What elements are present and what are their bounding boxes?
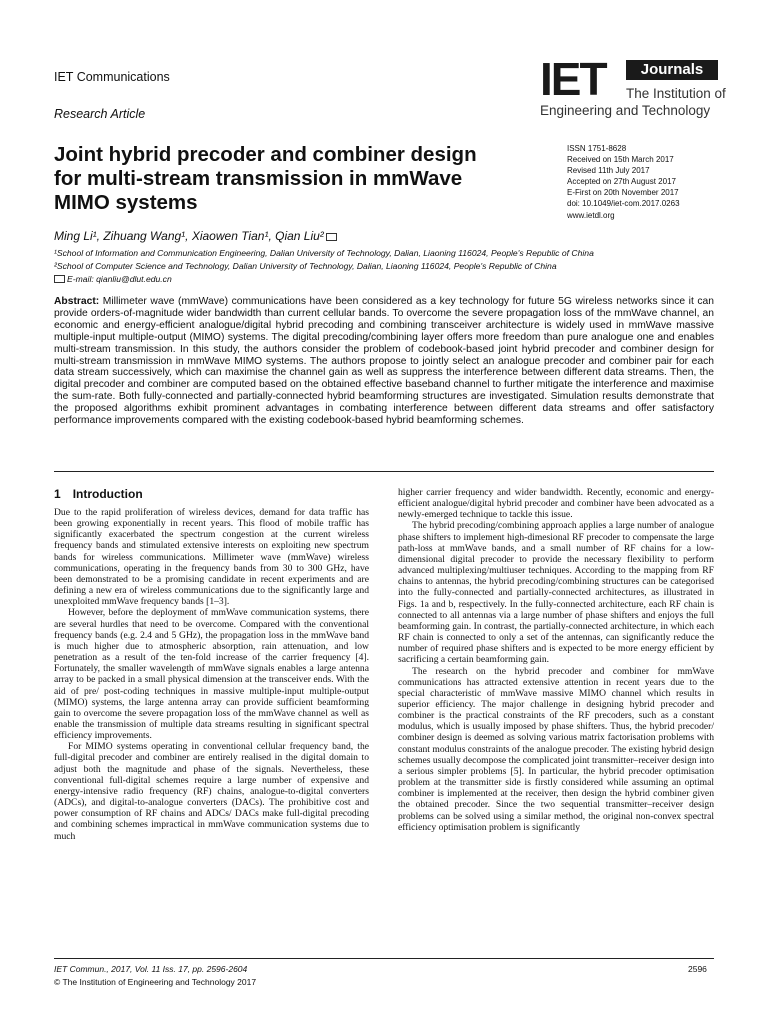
publisher-logo <box>540 53 730 126</box>
affiliation-1: ¹School of Information and Communication Engineering, Dalian University of Technology, Dalian, Liaoning 116024, People's Republic of China <box>54 248 594 258</box>
issn: ISSN 1751-8628 <box>567 144 627 153</box>
article-type: Research Article <box>54 107 146 121</box>
corresponding-email <box>54 274 172 284</box>
body-column-left <box>54 507 369 842</box>
envelope-icon <box>326 233 337 241</box>
envelope-icon <box>54 275 65 283</box>
paragraph: The hybrid precoding/combining approach applies a large number of analogue phase shifters to implement high-dimesional RF precoder to compensate the large path-loss at mmWave bands, and a small number of RF chains for a low-dimensional digital precoder to provide the necessary flexibility to perform advanced multiplexing/multiuser techniques. According to the mapping from RF chains to antennas, the hybrid precoding/combining structures can be categorised into the fully-connected and partially-connected architectures, as illustrated in Figs. 1a and b, respectively. In the fully-connected architecture, each RF chain is connected to all antennas via a large number of phase shifters and enjoys the full beamforming gain. In contrast, the partially-connected architecture, in which each RF chain is connected to only a set of the antennas, can significantly reduce the number of required phase shifters and is expected to be more energy efficient by sacrificing a certain beamforming gain. <box>398 520 714 666</box>
accepted-date: Accepted on 27th August 2017 <box>567 177 676 187</box>
author-list <box>54 229 337 243</box>
divider <box>54 471 714 472</box>
paper-title-line: Joint hybrid precoder and combiner design <box>54 143 477 166</box>
affiliation-2: ²School of Computer Science and Technology, Dalian University of Technology, Dalian, Liaoning 116024, People's Republic of China <box>54 261 557 271</box>
efirst-date: E-First on 20th November 2017 <box>567 188 679 198</box>
paper-title <box>54 143 554 215</box>
journal-name: IET Communications <box>54 70 170 84</box>
abstract-label: Abstract: <box>54 296 100 307</box>
paragraph: For MIMO systems operating in conventional cellular frequency band, the full-digital precoder and combiner are entirely realised in the digital domain to adjust both the magnitude and phase of the signals. Nevertheless, these conventional full-digital schemes require a large number of expensive and energy-intensive radio frequency (RF) chains, analogue-to-digital converters (ADCs), and digital-to-analogue converters (DACs). The prohibitive cost and power consumption of RF chains and ADCs/ DACs make full-digital precoding and combining schemes impractical in mmWave communication systems due to much <box>54 741 369 842</box>
revised-date: Revised 11th July 2017 <box>567 166 650 176</box>
paragraph: The research on the hybrid precoder and combiner for mmWave communications has attracted extensive attention in recent years due to the special characteristic of mmWave massive MIMO channel which results in superior efficiency. The major challenge in designing hybrid precoder and combiner is the practical constraints of the RF precoders, such as a constant modulus, which is usually imposed by phase shifters. Thus, the hybrid precoder/ combiner design is deemed as solving various matrix factorisation problems with constant modulus constraints of the analogue precoder. The existing hybrid design schemes usually decompose the complicated joint transmitter–receiver design into a serious simpler problems [5]. In particular, the hybrid precoder optimisation problem at the transmitter side is firstly considered while assuming an optimal combiner is implemented at the receiver, then design the hybrid combiner given the obtained precoder. Since the two sequential transmitter–receiver design problems can be solved using a similar method, the original non-convex spectral efficiency optimisation problem is significantly <box>398 665 714 833</box>
abstract <box>54 296 714 427</box>
footer-divider <box>54 958 714 959</box>
logo-journals-badge: Journals <box>626 60 718 80</box>
footer-copyright: © The Institution of Engineering and Technology 2017 <box>54 977 257 987</box>
body-column-right <box>398 487 714 833</box>
paragraph: Due to the rapid proliferation of wireless devices, demand for data traffic has been growing exponentially in recent years. This flood of mobile traffic has significantly exacerbated the spectrum congestion at the current wireless frequency bands and stimulated extensive interests on exploiting new spectrum bands for wireless communications. Millimeter wave (mmWave) wireless communications, operating in the frequency bands from 30 to 300 GHz, have been demonstrated to be a promising candidate in recent experiments and are defining a new era of wireless communications due to the significantly large and unexploited mmWave frequency bands [1–3]. <box>54 507 369 608</box>
logo-institution-line1: The Institution of <box>626 86 726 101</box>
website-link[interactable]: www.ietdl.org <box>567 210 615 220</box>
paper-title-line: for multi-stream transmission in mmWave <box>54 167 463 190</box>
paragraph: However, before the deployment of mmWave communication systems, there are several hurdles that need to be overcome. Compared with the conventional frequency bands (e.g. 2.4 and 5 GHz), the propagation loss in the mmWave band is much higher due to atmospheric absorption, rain attenuation, and low penetration as a result of the ten-fold increase of the carrier frequency [4]. Fortunately, the smaller wavelength of mmWave signals enables a large antenna array to be packed in a small physical dimension at the transceiver ends. With the aid of pre/ post-coding techniques in massive multiple-input multiple-output (MIMO) systems, the large antenna array can provide sufficient beamforming gain to overcome the severe propagation loss of the mmWave channel as well as enable the transmission of multiple data streams resulting in significant spectral efficiency improvements. <box>54 607 369 742</box>
page-number: 2596 <box>688 964 707 974</box>
paragraph: higher carrier frequency and wider bandwidth. Recently, economic and energy-efficient analogue/digital hybrid precoder and combiner have been advocated as a newly-emerged technique to tackle this issue. <box>398 487 714 521</box>
section-number: 1 <box>54 487 61 501</box>
abstract-text: Millimeter wave (mmWave) communications have been considered as a key technology for future 5G wireless networks since it can provide orders-of-magnitude wider bandwidth than current cellular bands. To overcome the severe propagation loss of the mmWave channel, an economic and energy-efficient analogue/digital hybrid precoding and combining transceiver architecture is widely used in mmWave massive multiple-input multiple-output (MIMO) systems. The digital precoding/combining layer offers more freedom than pure analogue one and enables multi-stream transmission. In this study, the authors consider the problem of codebook-based joint hybrid precoder and combiner design for multi-stream transmission in mmWave MIMO systems. The authors propose to jointly select an analogue precoder and combiner pair for each data stream successively, which can maximise the channel gain as well as suppress the interference between different data streams. Then, the digital precoder and combiner are computed based on the obtained effective baseband channel to further mitigate the interference and maximise the sum-rate. Both fully-connected and partially-connected hybrid beamforming structures are investigated. Simulation results demonstrate that the proposed algorithms exhibit prominent advantages in combating interference between different data streams and offer satisfactory performance improvements compared with the existing codebook-based hybrid beamforming schemes. <box>54 296 714 427</box>
article-metadata <box>567 143 680 221</box>
section-heading <box>54 487 143 501</box>
received-date: Received on 15th March 2017 <box>567 155 674 165</box>
logo-institution-line2: Engineering and Technology <box>540 103 711 118</box>
doi[interactable]: doi: 10.1049/iet-com.2017.0263 <box>567 199 680 209</box>
logo-iet-text: IET <box>540 53 606 105</box>
email-text[interactable]: E-mail: qianliu@dlut.edu.cn <box>67 274 172 284</box>
footer-citation: IET Commun., 2017, Vol. 11 Iss. 17, pp. 2596-2604 <box>54 964 248 974</box>
author-names: Ming Li¹, Zihuang Wang¹, Xiaowen Tian¹, Qian Liu² <box>54 229 324 243</box>
paper-title-line: MIMO systems <box>54 191 198 214</box>
section-title: Introduction <box>72 487 143 501</box>
